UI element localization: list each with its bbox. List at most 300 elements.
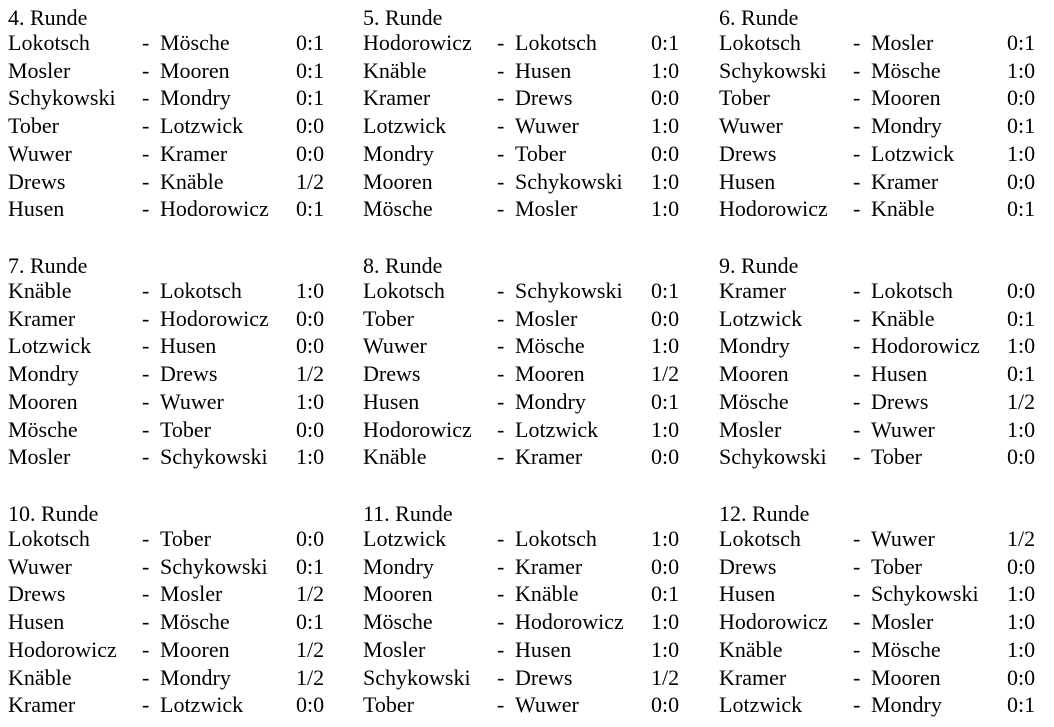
pairing-dash: -	[853, 140, 861, 166]
white-player: Lotzwick	[719, 692, 803, 718]
game-result: 1:0	[651, 526, 680, 551]
white-player: Mosler	[8, 444, 71, 470]
pairing-dash: -	[497, 57, 505, 83]
pairing-dash: -	[497, 664, 505, 690]
white-player: Mösche	[8, 416, 78, 442]
white-player: Tober	[719, 85, 770, 111]
game-row	[355, 29, 695, 57]
game-row	[355, 305, 695, 333]
game-result: 0:0	[296, 113, 325, 139]
black-player: Mondry	[160, 85, 231, 111]
pairing-dash: -	[497, 30, 505, 55]
pairing-dash: -	[142, 85, 150, 111]
game-row	[711, 168, 1051, 196]
pairing-dash: -	[142, 196, 150, 222]
game-row	[711, 84, 1051, 112]
game-row	[711, 305, 1051, 333]
black-player: Wuwer	[160, 388, 224, 414]
game-row	[711, 416, 1051, 444]
game-row	[355, 112, 695, 140]
game-row	[711, 332, 1051, 360]
white-player: Kramer	[719, 664, 787, 690]
white-player: Knäble	[719, 636, 783, 662]
white-player: Hodorowicz	[363, 416, 472, 442]
white-player: Lotzwick	[8, 333, 92, 359]
game-result: 0:1	[1007, 692, 1036, 718]
game-row	[711, 112, 1051, 140]
black-player: Schykowski	[515, 168, 623, 194]
white-player: Kramer	[719, 278, 787, 303]
game-row	[355, 416, 695, 444]
game-row	[711, 57, 1051, 85]
pairing-dash: -	[853, 444, 861, 470]
game-row	[711, 388, 1051, 416]
game-row	[0, 305, 340, 333]
black-player: Schykowski	[160, 553, 268, 579]
pairing-dash: -	[142, 140, 150, 166]
game-row	[711, 277, 1051, 305]
pairing-dash: -	[853, 553, 861, 579]
game-result: 0:1	[1007, 113, 1036, 139]
game-row	[711, 525, 1051, 553]
game-row	[355, 57, 695, 85]
white-player: Mosler	[719, 416, 782, 442]
game-result: 1:0	[1007, 416, 1036, 442]
game-row	[0, 388, 340, 416]
white-player: Kramer	[363, 85, 431, 111]
game-result: 0:0	[1007, 85, 1036, 111]
game-row	[355, 168, 695, 196]
game-row	[0, 691, 340, 719]
game-result: 1:0	[1007, 609, 1036, 635]
white-player: Hodorowicz	[719, 196, 828, 222]
black-player: Lokotsch	[160, 278, 242, 303]
white-player: Lokotsch	[8, 526, 90, 551]
game-result: 1/2	[1007, 388, 1036, 414]
pairing-dash: -	[853, 333, 861, 359]
round-title: 6. Runde	[719, 5, 799, 30]
game-row	[0, 332, 340, 360]
game-result: 0:1	[296, 609, 325, 635]
white-player: Drews	[719, 553, 777, 579]
pairing-dash: -	[497, 444, 505, 470]
pairing-dash: -	[142, 305, 150, 331]
pairing-dash: -	[853, 85, 861, 111]
game-result: 0:1	[1007, 305, 1036, 331]
white-player: Lokotsch	[363, 278, 445, 303]
game-result: 0:0	[296, 305, 325, 331]
black-player: Lokotsch	[515, 526, 597, 551]
game-row	[355, 332, 695, 360]
game-result: 0:1	[651, 581, 680, 607]
pairing-dash: -	[142, 57, 150, 83]
game-result: 0:1	[651, 278, 680, 303]
black-player: Knäble	[871, 196, 935, 222]
game-result: 0:1	[1007, 30, 1036, 55]
black-player: Mösche	[160, 30, 230, 55]
game-row	[355, 691, 695, 719]
pairing-dash: -	[497, 140, 505, 166]
white-player: Knäble	[363, 57, 427, 83]
white-player: Kramer	[8, 305, 76, 331]
pairing-dash: -	[853, 664, 861, 690]
pairing-dash: -	[497, 305, 505, 331]
game-result: 1/2	[1007, 526, 1036, 551]
pairing-dash: -	[497, 553, 505, 579]
game-result: 0:0	[651, 692, 680, 718]
white-player: Knäble	[8, 278, 72, 303]
white-player: Mooren	[719, 361, 789, 387]
white-player: Wuwer	[719, 113, 783, 139]
white-player: Husen	[8, 196, 65, 222]
game-result: 0:0	[296, 333, 325, 359]
pairing-dash: -	[853, 361, 861, 387]
game-result: 1/2	[296, 168, 325, 194]
pairing-dash: -	[142, 388, 150, 414]
game-row	[0, 553, 340, 581]
white-player: Mösche	[719, 388, 789, 414]
game-result: 0:0	[1007, 664, 1036, 690]
game-row	[711, 140, 1051, 168]
black-player: Lokotsch	[515, 30, 597, 55]
black-player: Schykowski	[160, 444, 268, 470]
white-player: Mooren	[363, 581, 433, 607]
black-player: Husen	[160, 333, 217, 359]
black-player: Mooren	[160, 57, 230, 83]
game-row	[355, 84, 695, 112]
game-result: 1:0	[651, 609, 680, 635]
game-result: 0:0	[1007, 168, 1036, 194]
game-result: 1/2	[296, 581, 325, 607]
game-result: 0:0	[651, 553, 680, 579]
round-title: 7. Runde	[8, 253, 88, 278]
white-player: Mondry	[363, 140, 434, 166]
pairing-dash: -	[497, 692, 505, 718]
white-player: Husen	[8, 609, 65, 635]
game-row	[0, 195, 340, 223]
white-player: Drews	[719, 140, 777, 166]
pairing-dash: -	[142, 333, 150, 359]
black-player: Kramer	[160, 140, 228, 166]
game-result: 1:0	[1007, 57, 1036, 83]
game-row	[0, 140, 340, 168]
pairing-dash: -	[142, 168, 150, 194]
game-result: 1:0	[296, 388, 325, 414]
game-result: 1:0	[296, 278, 325, 303]
pairing-dash: -	[497, 526, 505, 551]
pairing-dash: -	[142, 553, 150, 579]
pairing-dash: -	[497, 416, 505, 442]
black-player: Wuwer	[871, 416, 935, 442]
white-player: Hodorowicz	[363, 30, 472, 55]
black-player: Drews	[515, 85, 573, 111]
game-row	[711, 29, 1051, 57]
pairing-dash: -	[142, 692, 150, 718]
white-player: Knäble	[363, 444, 427, 470]
pairing-dash: -	[142, 581, 150, 607]
game-row	[0, 443, 340, 471]
game-result: 0:1	[296, 85, 325, 111]
game-row	[355, 388, 695, 416]
pairing-dash: -	[497, 333, 505, 359]
game-result: 1/2	[296, 361, 325, 387]
white-player: Mosler	[8, 57, 71, 83]
game-result: 0:1	[296, 57, 325, 83]
game-row	[711, 664, 1051, 692]
black-player: Kramer	[515, 553, 583, 579]
game-result: 1:0	[296, 444, 325, 470]
white-player: Husen	[719, 168, 776, 194]
game-result: 0:1	[296, 553, 325, 579]
black-player: Tober	[515, 140, 566, 166]
game-result: 0:0	[296, 416, 325, 442]
pairing-dash: -	[853, 196, 861, 222]
game-row	[0, 664, 340, 692]
game-row	[711, 360, 1051, 388]
black-player: Knäble	[871, 305, 935, 331]
white-player: Mondry	[719, 333, 790, 359]
round-title: 12. Runde	[719, 501, 810, 526]
game-result: 0:0	[1007, 278, 1036, 303]
round-title: 11. Runde	[363, 501, 453, 526]
game-result: 1:0	[1007, 333, 1036, 359]
white-player: Drews	[8, 168, 66, 194]
black-player: Tober	[160, 526, 211, 551]
game-row	[0, 525, 340, 553]
black-player: Kramer	[515, 444, 583, 470]
game-row	[355, 140, 695, 168]
game-result: 1:0	[651, 57, 680, 83]
white-player: Drews	[363, 361, 421, 387]
black-player: Mondry	[515, 388, 586, 414]
black-player: Schykowski	[871, 581, 979, 607]
white-player: Wuwer	[8, 140, 72, 166]
white-player: Schykowski	[719, 444, 827, 470]
pairing-dash: -	[853, 57, 861, 83]
white-player: Drews	[8, 581, 66, 607]
game-result: 0:0	[651, 305, 680, 331]
game-row	[0, 360, 340, 388]
pairing-dash: -	[853, 526, 861, 551]
game-result: 1:0	[651, 333, 680, 359]
pairing-dash: -	[497, 581, 505, 607]
game-result: 0:1	[651, 30, 680, 55]
black-player: Husen	[871, 361, 928, 387]
black-player: Tober	[871, 553, 922, 579]
white-player: Mondry	[8, 361, 79, 387]
black-player: Wuwer	[515, 692, 579, 718]
white-player: Mösche	[363, 609, 433, 635]
game-row	[355, 580, 695, 608]
game-result: 0:1	[296, 30, 325, 55]
game-row	[0, 29, 340, 57]
game-row	[0, 168, 340, 196]
round-title: 4. Runde	[8, 5, 88, 30]
game-result: 0:0	[651, 85, 680, 111]
pairing-dash: -	[142, 416, 150, 442]
black-player: Kramer	[871, 168, 939, 194]
game-row	[0, 416, 340, 444]
game-result: 1:0	[651, 168, 680, 194]
game-result: 1/2	[651, 664, 680, 690]
game-result: 0:1	[296, 196, 325, 222]
black-player: Mösche	[160, 609, 230, 635]
pairing-dash: -	[853, 692, 861, 718]
black-player: Mooren	[160, 636, 230, 662]
game-row	[355, 553, 695, 581]
pairing-dash: -	[142, 361, 150, 387]
game-row	[711, 553, 1051, 581]
pairing-dash: -	[497, 278, 505, 303]
black-player: Drews	[515, 664, 573, 690]
pairing-dash: -	[853, 113, 861, 139]
white-player: Schykowski	[719, 57, 827, 83]
pairing-dash: -	[142, 609, 150, 635]
black-player: Mosler	[871, 609, 934, 635]
game-result: 1:0	[1007, 140, 1036, 166]
game-row	[711, 580, 1051, 608]
black-player: Lokotsch	[871, 278, 953, 303]
black-player: Tober	[871, 444, 922, 470]
black-player: Husen	[515, 57, 572, 83]
white-player: Wuwer	[8, 553, 72, 579]
black-player: Hodorowicz	[160, 305, 269, 331]
game-row	[0, 112, 340, 140]
pairing-dash: -	[497, 361, 505, 387]
black-player: Mosler	[160, 581, 223, 607]
game-row	[355, 360, 695, 388]
black-player: Mooren	[871, 664, 941, 690]
black-player: Mooren	[871, 85, 941, 111]
game-row	[0, 636, 340, 664]
pairing-dash: -	[142, 113, 150, 139]
game-result: 1:0	[651, 416, 680, 442]
white-player: Lotzwick	[719, 305, 803, 331]
pairing-dash: -	[853, 416, 861, 442]
round-title: 5. Runde	[363, 5, 443, 30]
pairing-dash: -	[853, 278, 861, 303]
game-result: 1:0	[651, 196, 680, 222]
game-row	[0, 580, 340, 608]
white-player: Mooren	[363, 168, 433, 194]
white-player: Tober	[363, 305, 414, 331]
black-player: Mondry	[160, 664, 231, 690]
white-player: Mosler	[363, 636, 426, 662]
pairing-dash: -	[142, 278, 150, 303]
game-result: 0:0	[296, 140, 325, 166]
game-row	[355, 664, 695, 692]
white-player: Tober	[363, 692, 414, 718]
game-row	[711, 608, 1051, 636]
black-player: Drews	[871, 388, 929, 414]
game-row	[0, 84, 340, 112]
game-result: 0:1	[1007, 196, 1036, 222]
black-player: Mooren	[515, 361, 585, 387]
white-player: Mooren	[8, 388, 78, 414]
white-player: Mösche	[363, 196, 433, 222]
black-player: Mösche	[871, 57, 941, 83]
game-row	[711, 636, 1051, 664]
black-player: Hodorowicz	[160, 196, 269, 222]
black-player: Knäble	[160, 168, 224, 194]
white-player: Lokotsch	[719, 30, 801, 55]
black-player: Knäble	[515, 581, 579, 607]
game-result: 0:0	[651, 140, 680, 166]
game-result: 0:0	[296, 692, 325, 718]
game-result: 0:0	[296, 526, 325, 551]
pairing-dash: -	[142, 30, 150, 55]
pairing-dash: -	[853, 581, 861, 607]
game-row	[355, 443, 695, 471]
white-player: Kramer	[8, 692, 76, 718]
white-player: Schykowski	[363, 664, 471, 690]
game-result: 0:0	[1007, 553, 1036, 579]
game-result: 1/2	[651, 361, 680, 387]
white-player: Tober	[8, 113, 59, 139]
black-player: Lotzwick	[160, 692, 244, 718]
white-player: Wuwer	[363, 333, 427, 359]
black-player: Lotzwick	[160, 113, 244, 139]
game-row	[0, 608, 340, 636]
game-row	[355, 195, 695, 223]
pairing-dash: -	[497, 196, 505, 222]
black-player: Drews	[160, 361, 218, 387]
game-result: 0:0	[651, 444, 680, 470]
game-result: 1:0	[1007, 581, 1036, 607]
black-player: Mosler	[515, 196, 578, 222]
game-row	[355, 636, 695, 664]
pairing-dash: -	[142, 664, 150, 690]
black-player: Hodorowicz	[871, 333, 980, 359]
pairing-dash: -	[853, 305, 861, 331]
white-player: Husen	[363, 388, 420, 414]
pairing-dash: -	[497, 636, 505, 662]
white-player: Lotzwick	[363, 526, 447, 551]
game-result: 0:1	[651, 388, 680, 414]
game-row	[0, 277, 340, 305]
game-row	[711, 443, 1051, 471]
white-player: Lokotsch	[8, 30, 90, 55]
black-player: Tober	[160, 416, 211, 442]
game-result: 1:0	[651, 636, 680, 662]
black-player: Hodorowicz	[515, 609, 624, 635]
round-title: 8. Runde	[363, 253, 443, 278]
round-title: 9. Runde	[719, 253, 799, 278]
white-player: Hodorowicz	[8, 636, 117, 662]
black-player: Wuwer	[871, 526, 935, 551]
pairing-dash: -	[497, 168, 505, 194]
game-result: 1/2	[296, 664, 325, 690]
black-player: Mösche	[515, 333, 585, 359]
game-row	[711, 195, 1051, 223]
white-player: Lotzwick	[363, 113, 447, 139]
pairing-dash: -	[497, 388, 505, 414]
black-player: Mondry	[871, 692, 942, 718]
black-player: Husen	[515, 636, 572, 662]
game-result: 1:0	[651, 113, 680, 139]
pairing-dash: -	[853, 636, 861, 662]
pairing-dash: -	[142, 636, 150, 662]
black-player: Wuwer	[515, 113, 579, 139]
pairing-dash: -	[142, 444, 150, 470]
game-row	[711, 691, 1051, 719]
game-result: 0:0	[1007, 444, 1036, 470]
game-result: 1/2	[296, 636, 325, 662]
game-result: 1:0	[1007, 636, 1036, 662]
pairing-dash: -	[497, 609, 505, 635]
black-player: Lotzwick	[515, 416, 599, 442]
white-player: Husen	[719, 581, 776, 607]
